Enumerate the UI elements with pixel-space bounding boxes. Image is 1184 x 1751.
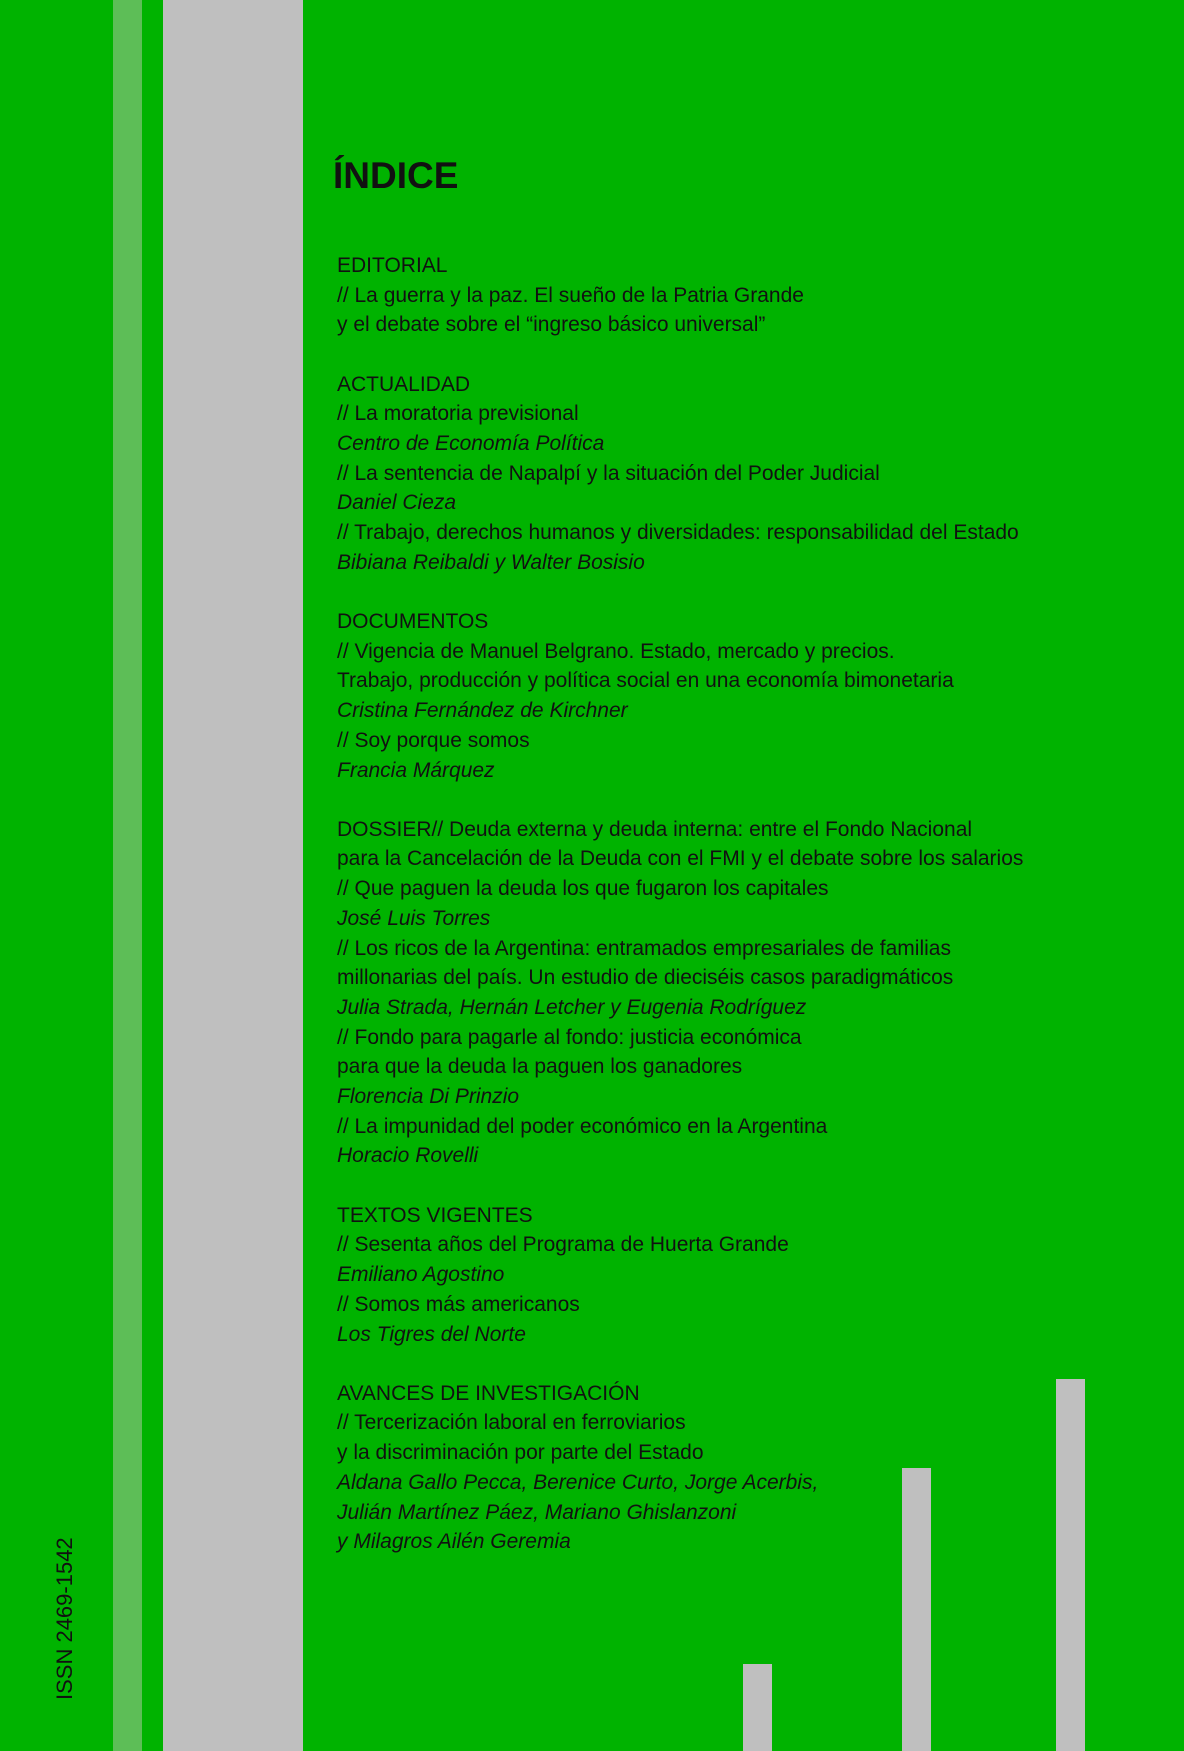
decorative-stripe-gray [163, 0, 303, 1751]
toc-section [337, 1379, 1117, 1557]
author-line: Aldana Gallo Pecca, Berenice Curto, Jorge Acerbis, [337, 1470, 819, 1494]
article-title-line: // La impunidad del poder económico en la Argentina [337, 1114, 828, 1138]
article-title-line: Trabajo, producción y política social en una economía bimonetaria [337, 669, 954, 693]
article-title-line: // Tercerización laboral en ferroviarios [337, 1411, 686, 1435]
article-title-line: // Trabajo, derechos humanos y diversidades: responsabilidad del Estado [337, 521, 1019, 545]
article-title-line: // La guerra y la paz. El sueño de la Patria Grande [337, 283, 804, 307]
section-heading: DOCUMENTOS [337, 610, 489, 634]
author-line: Francia Márquez [337, 758, 495, 782]
article-title-line: // Somos más americanos [337, 1292, 580, 1316]
page-title: ÍNDICE [333, 155, 459, 196]
author-line: Los Tigres del Norte [337, 1322, 526, 1346]
author-line: Daniel Cieza [337, 491, 457, 515]
toc-section [337, 1201, 1117, 1350]
author-line: José Luis Torres [337, 906, 491, 930]
author-line: Horacio Rovelli [337, 1144, 479, 1168]
article-title-line: // Fondo para pagarle al fondo: justicia económica [337, 1025, 802, 1049]
author-line: y Milagros Ailén Geremia [337, 1530, 571, 1554]
article-title-line: // Que paguen la deuda los que fugaron los capitales [337, 877, 829, 901]
decorative-bar-short [743, 1664, 772, 1751]
table-of-contents [337, 251, 1117, 1586]
article-title-line: y la discriminación por parte del Estado [337, 1441, 704, 1465]
article-title-line: para que la deuda la paguen los ganadores [337, 1055, 743, 1079]
section-heading: AVANCES DE INVESTIGACIÓN [337, 1381, 640, 1405]
article-title-line: // Vigencia de Manuel Belgrano. Estado, mercado y precios. [337, 639, 895, 663]
article-title-line: para la Cancelación de la Deuda con el FMI y el debate sobre los salarios [337, 847, 1024, 871]
toc-section [337, 370, 1117, 578]
author-line: Cristina Fernández de Kirchner [337, 699, 628, 723]
article-title-line: // La sentencia de Napalpí y la situación del Poder Judicial [337, 461, 880, 485]
article-title-line: y el debate sobre el “ingreso básico universal” [337, 313, 766, 337]
toc-section [337, 815, 1117, 1171]
author-line: Florencia Di Prinzio [337, 1085, 520, 1109]
section-heading: ACTUALIDAD [337, 372, 471, 396]
section-heading: TEXTOS VIGENTES [337, 1203, 533, 1227]
article-title-line: millonarias del país. Un estudio de dieciséis casos paradigmáticos [337, 966, 954, 990]
author-line: Julia Strada, Hernán Letcher y Eugenia Rodríguez [337, 995, 807, 1019]
article-title-line: // Soy porque somos [337, 728, 530, 752]
toc-section [337, 607, 1117, 785]
decorative-stripe-light [113, 0, 142, 1751]
author-line: Bibiana Reibaldi y Walter Bosisio [337, 550, 645, 574]
author-line: Centro de Economía Política [337, 432, 605, 456]
issn-label: ISSN 2469-1542 [52, 1537, 77, 1700]
section-heading: EDITORIAL [337, 254, 448, 277]
author-line: Julián Martínez Páez, Mariano Ghislanzoni [337, 1500, 737, 1524]
author-line: Emiliano Agostino [337, 1263, 505, 1287]
section-heading: DOSSIER// Deuda externa y deuda interna: entre el Fondo Nacional [337, 817, 973, 841]
article-title-line: // La moratoria previsional [337, 402, 579, 426]
article-title-line: // Sesenta años del Programa de Huerta Grande [337, 1233, 789, 1257]
article-title-line: // Los ricos de la Argentina: entramados empresariales de familias [337, 936, 951, 960]
toc-section [337, 251, 1117, 340]
